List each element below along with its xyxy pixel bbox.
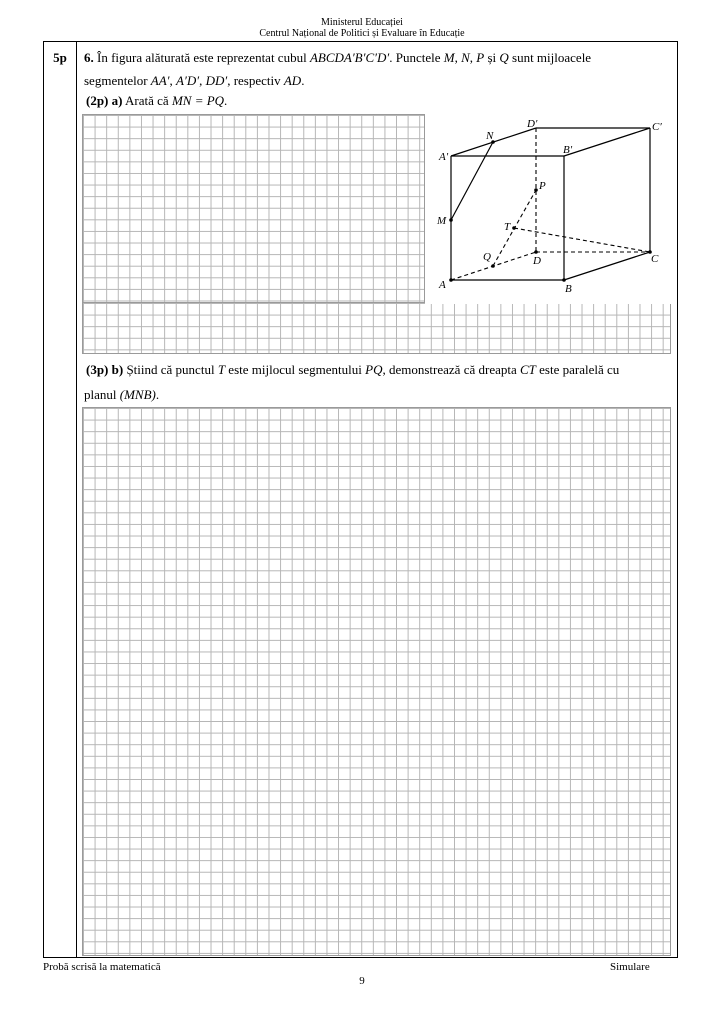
header-center: Centrul Național de Politici și Evaluare în Educație [259, 28, 465, 39]
answer-grid-b[interactable] [82, 407, 671, 956]
column-separator [76, 41, 77, 958]
part-b-point-t: T [217, 362, 226, 377]
segments-label: segmentelor [84, 73, 148, 88]
respectively-text: , respectiv [227, 73, 281, 88]
segment-ad: AD [283, 73, 302, 88]
label-c: C [651, 253, 659, 265]
label-q: Q [483, 251, 491, 263]
point-q: Q [499, 50, 509, 65]
part-a-points: (2p) a) [86, 93, 123, 108]
answer-grid-a-left[interactable] [82, 114, 425, 303]
part-b-text-1: Știind că punctul [126, 362, 215, 377]
point-m: M [443, 50, 455, 65]
label-p: P [539, 180, 546, 192]
footer-page-number: 9 [359, 975, 365, 987]
header-ministry: Ministerul Educației [321, 17, 403, 28]
part-b-text-2: este mijlocul segmentului [228, 362, 362, 377]
segment-a1d1: A′D′ [176, 73, 200, 88]
part-b-line-2: planul (MNB). [84, 387, 160, 402]
label-a: A [439, 279, 446, 291]
cube-figure [425, 112, 675, 304]
answer-grid-a-bottom[interactable] [82, 302, 671, 354]
problem-points: 5p [53, 50, 67, 65]
part-b-plane: (MNB) [119, 387, 156, 402]
label-c1: C′ [652, 121, 662, 133]
part-a-text: Arată că [125, 93, 169, 108]
part-b-text-5: planul [84, 387, 117, 402]
point-n: N [461, 50, 470, 65]
part-b-line-ct: CT [520, 362, 536, 377]
label-d: D [533, 255, 541, 267]
cube-name: ABCDA′B′C′D′ [309, 50, 390, 65]
footer-simulation: Simulare [610, 961, 650, 973]
statement-line-1: 6. În figura alăturată este reprezentat cubul ABCDA′B′C′D′. Punctele M, N, P și Q sunt mijloacele [84, 50, 592, 65]
label-a1: A′ [439, 151, 449, 163]
label-d1: D′ [527, 118, 538, 130]
part-b-text-3: , demonstrează că dreapta [382, 362, 517, 377]
segment-dd1: DD′ [205, 73, 228, 88]
segment-aa1: AA′ [150, 73, 170, 88]
and-word: și [487, 50, 497, 65]
label-b1: B′ [563, 144, 573, 156]
problem-number: 6. [84, 50, 94, 65]
part-a-statement: (2p) a) Arată că MN = PQ. [86, 93, 228, 108]
part-b-points: (3p) b) [86, 362, 124, 377]
footer-exam-title: Probă scrisă la matematică [43, 961, 161, 973]
label-n: N [486, 130, 494, 142]
label-m: M [437, 215, 447, 227]
part-a-equation: MN = PQ [171, 93, 225, 108]
part-b-line-1 [86, 362, 619, 378]
intro-text-1: În figura alăturată este reprezentat cubul [97, 50, 307, 65]
part-b-text-4: este paralelă cu [539, 362, 620, 377]
part-b-segment-pq: PQ [365, 362, 383, 377]
intro-text-3: sunt mijloacele [512, 50, 592, 65]
point-p: P [476, 50, 485, 65]
label-b: B [565, 283, 572, 295]
label-t: T [504, 221, 511, 233]
statement-line-2: segmentelor AA′, A′D′, DD′, respectiv AD. [84, 73, 305, 88]
intro-text-2: . Punctele [389, 50, 441, 65]
